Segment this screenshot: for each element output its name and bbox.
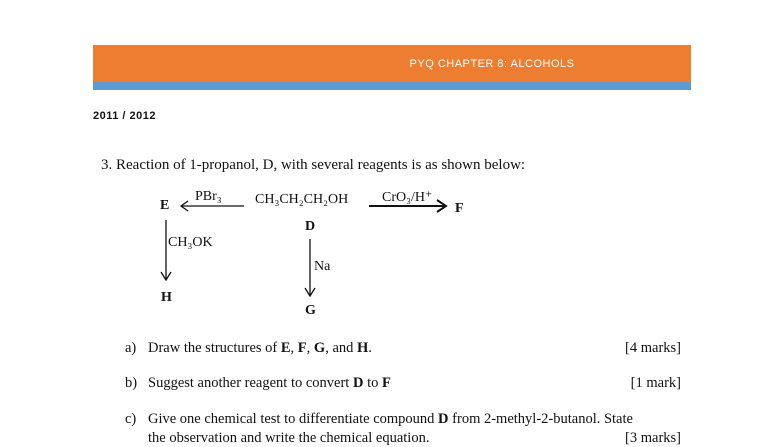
reagent-PBr3: PBr₃ — [195, 189, 222, 204]
part-b-marks: [1 mark] — [630, 375, 681, 391]
part-b: b) Suggest another reagent to convert D to F — [125, 375, 391, 391]
label-E: E — [160, 198, 170, 213]
part-c-marks: [3 marks] — [625, 430, 681, 446]
label-D: D — [305, 219, 316, 234]
page-title: PYQ CHAPTER 8: ALCOHOLS — [409, 57, 575, 70]
compound-D-formula: CH₃CH₂CH₂OH — [255, 192, 349, 207]
part-a-marks: [4 marks] — [625, 340, 681, 356]
label-G: G — [305, 303, 316, 318]
label-F: F — [455, 201, 464, 216]
part-c-line2: the observation and write the chemical equation. — [148, 430, 430, 446]
section-year: 2011 / 2012 — [93, 110, 157, 122]
question-stem: 3. Reaction of 1-propanol, D, with several reagents is as shown below: — [101, 157, 526, 173]
label-H: H — [161, 290, 172, 305]
reagent-CrO3: CrO₃/H⁺ — [382, 190, 433, 205]
part-c: c) Give one chemical test to differentiate compound D from 2-methyl-2-butanol. State — [125, 411, 633, 427]
reagent-CH3OK: CH₃OK — [168, 235, 213, 250]
reagent-Na: Na — [314, 259, 331, 274]
part-a: a) Draw the structures of E, F, G, and H. — [125, 340, 372, 356]
